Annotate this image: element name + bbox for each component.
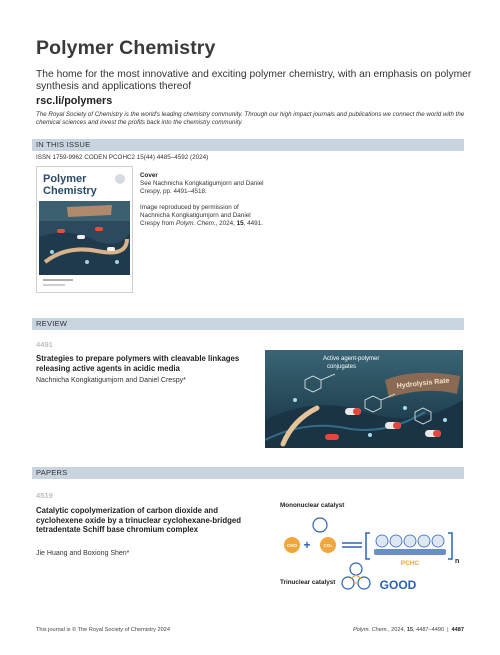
review-authors: Nachnicha Kongkatigumjorn and Daniel Crespy*: [36, 377, 186, 384]
footer-page-number: 4487: [451, 627, 464, 633]
co2-label: CO₂: [323, 543, 333, 548]
cover-permission-text: Image reproduced by permission of Nachnicha Kongkatigumjorn and Daniel Crespy from Polym. Chem., 2024, 15, 4491.: [140, 204, 263, 227]
papers-graphical-abstract[interactable]: [270, 497, 464, 601]
journal-title: Polymer Chemistry: [36, 37, 216, 59]
rsc-about-text: The Royal Society of Chemistry is the world's leading chemistry community. Through our high impact journals and publications we connect the world with the chemical sciences and invest the profits back into the chemistry community.: [36, 111, 465, 126]
review-article-title[interactable]: Strategies to prepare polymers with cleavable linkages releasing active agents in acidic media: [36, 354, 240, 373]
journal-url[interactable]: rsc.li/polymers: [36, 95, 113, 107]
papers-authors: Jie Huang and Boxiong Shen*: [36, 550, 130, 557]
figure-label-conjugates-2: conjugates: [327, 364, 357, 370]
cover-art: [37, 167, 132, 292]
papers-article-title[interactable]: Catalytic copolymerization of carbon dioxide and cyclohexene oxide by a trinuclear cyclohexane-bridged tetradentate Schiff base chromium complex: [36, 506, 241, 535]
papers-figure: [270, 497, 464, 601]
papers-page-number: 4519: [36, 491, 53, 500]
hydrolysis-sign-text: Hydrolysis Rate: [396, 377, 450, 390]
footer-copyright: This journal is © The Royal Society of Chemistry 2024: [36, 627, 170, 633]
figure-label-conjugates-1: Active agent-polymer: [323, 356, 380, 362]
cover-see-text: See Nachnicha Kongkatigumjorn and Daniel Crespy, pp. 4491–4518.: [140, 180, 264, 195]
svg-text:+: +: [303, 538, 311, 552]
cover-image[interactable]: [36, 166, 133, 293]
journal-subtitle: The home for the most innovative and exciting polymer chemistry, with an emphasis on polymer synthesis and applications thereof: [36, 69, 472, 92]
in-this-issue-bar: IN THIS ISSUE: [32, 139, 464, 151]
pchc-label: PCHC: [400, 560, 420, 567]
trinuclear-label: Trinuclear catalyst: [280, 579, 336, 586]
polymer-subscript-n: n: [455, 558, 460, 565]
mononuclear-label: Mononuclear catalyst: [280, 502, 345, 509]
review-page-number: 4491: [36, 340, 53, 349]
review-bar: REVIEW: [32, 318, 464, 330]
cover-heading: Cover: [140, 172, 158, 179]
issn-line: ISSN 1759-9962 CODEN PCOHC2 15(44) 4485–4592 (2024): [36, 154, 209, 161]
papers-bar: PAPERS: [32, 467, 464, 479]
cover-info: [140, 172, 265, 228]
footer-citation: Polym. Chem., 2024, 15, 4487–4490 | 4487: [352, 627, 464, 633]
review-graphical-abstract[interactable]: [265, 350, 463, 448]
cho-label: CHO: [286, 543, 298, 548]
cover-logo-line1: Polymer: [43, 173, 87, 185]
good-label: GOOD: [379, 578, 417, 592]
review-figure: [265, 350, 463, 448]
cover-logo-line2: Chemistry: [43, 185, 97, 197]
